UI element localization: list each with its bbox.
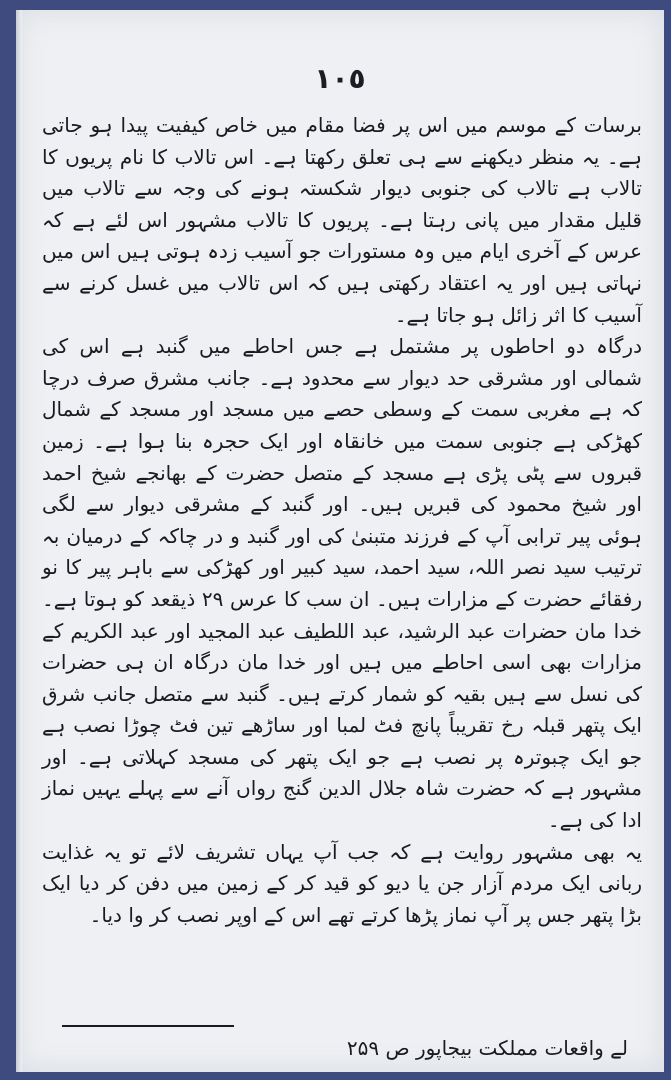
footnote: لے واقعات مملکت بیجاپور ص ۲۵۹ <box>346 1036 628 1060</box>
footnote-divider <box>62 1025 234 1027</box>
paragraph-1: برسات کے موسم میں اس پر فضا مقام میں خاص کیفیت پیدا ہو جاتی ہے۔ یہ منظر دیکھنے سے ہی تعلق رکھتا ہے۔ اس تالاب کا نام پریوں کا تالاب ہے تالاب کی جنوبی دیوار شکستہ ہونے کی وجہ سے تالاب میں قلیل مقدار میں پانی رہتا ہے۔ پریوں کا تالاب مشہور اس لئے ہے کہ عرس کے آخری ایام میں وہ مستورات جو آسیب زدہ ہوتی ہیں اس میں نہاتی ہیں اور یہ اعتقاد رکھتی ہیں کہ اس تالاب میں غسل کرنے سے آسیب کا اثر زائل ہو جاتا ہے۔ <box>42 113 642 327</box>
body-text <box>42 110 642 931</box>
page-edge-shadow <box>16 10 22 1072</box>
page-number: ١٠٥ <box>314 62 366 95</box>
paragraph-2: درگاہ دو احاطوں پر مشتمل ہے جس احاطے میں گنبد ہے اس کی شمالی اور مشرقی حد دیوار سے محدود ہے۔ جانب مشرق صرف درچا کہ ہے مغربی سمت کے وسطی حصے میں مسجد اور مسجد کے شمال کھڑکی ہے جنوبی سمت میں خانقاہ اور ایک حجرہ بنا ہوا ہے۔ زمین قبروں سے پٹی پڑی ہے مسجد کے متصل حضرت کے بھانجے شیخ احمد اور شیخ محمود کی قبریں ہیں۔ اور گنبد کے مشرقی دیوار سے لگی ہوئی پیر ترابی آپ کے فرزند متبنیٰ کی اور گنبد و در چاکہ کے درمیان بہ ترتیب سید نصر اللہ، سید احمد، سید کبیر اور کھڑکی سے باہر پیر کا نو رفقائے حضرت کے مزارات ہیں۔ ان سب کا عرس ۲۹ ذیقعد کو ہوتا ہے۔ خدا مان حضرات عبد الرشید، عبد اللطیف عبد المجید اور عبد الکریم کے مزارات بھی اسی احاطے میں ہیں اور خدا مان درگاہ ان ہی حضرات کی نسل سے ہیں بقیہ کو شمار کرتے ہیں۔ گنبد سے متصل جانب شرق ایک پتھر قبلہ رخ تقریباً پانچ فٹ لمبا اور ساڑھے تین فٹ چوڑا نصب ہے جو ایک چبوترہ پر نصب ہے جو ایک پتھر کی مسجد کہلاتی ہے۔ اور مشہور ہے کہ حضرت شاہ جلال الدین گنج رواں آنے سے پہلے یہیں نماز ادا کی ہے۔ <box>42 334 642 833</box>
paragraph-3: یہ بھی مشہور روایت ہے کہ جب آپ یہاں تشریف لائے تو یہ غذایت ربانی ایک مردم آزار جن یا دیو کو قید کر کے زمین میں دفن کر دیا ایک بڑا پتھر جس پر آپ نماز پڑھا کرتے تھے اس کے اوپر نصب کر وا دیا۔ <box>42 839 642 927</box>
book-page <box>16 10 664 1072</box>
